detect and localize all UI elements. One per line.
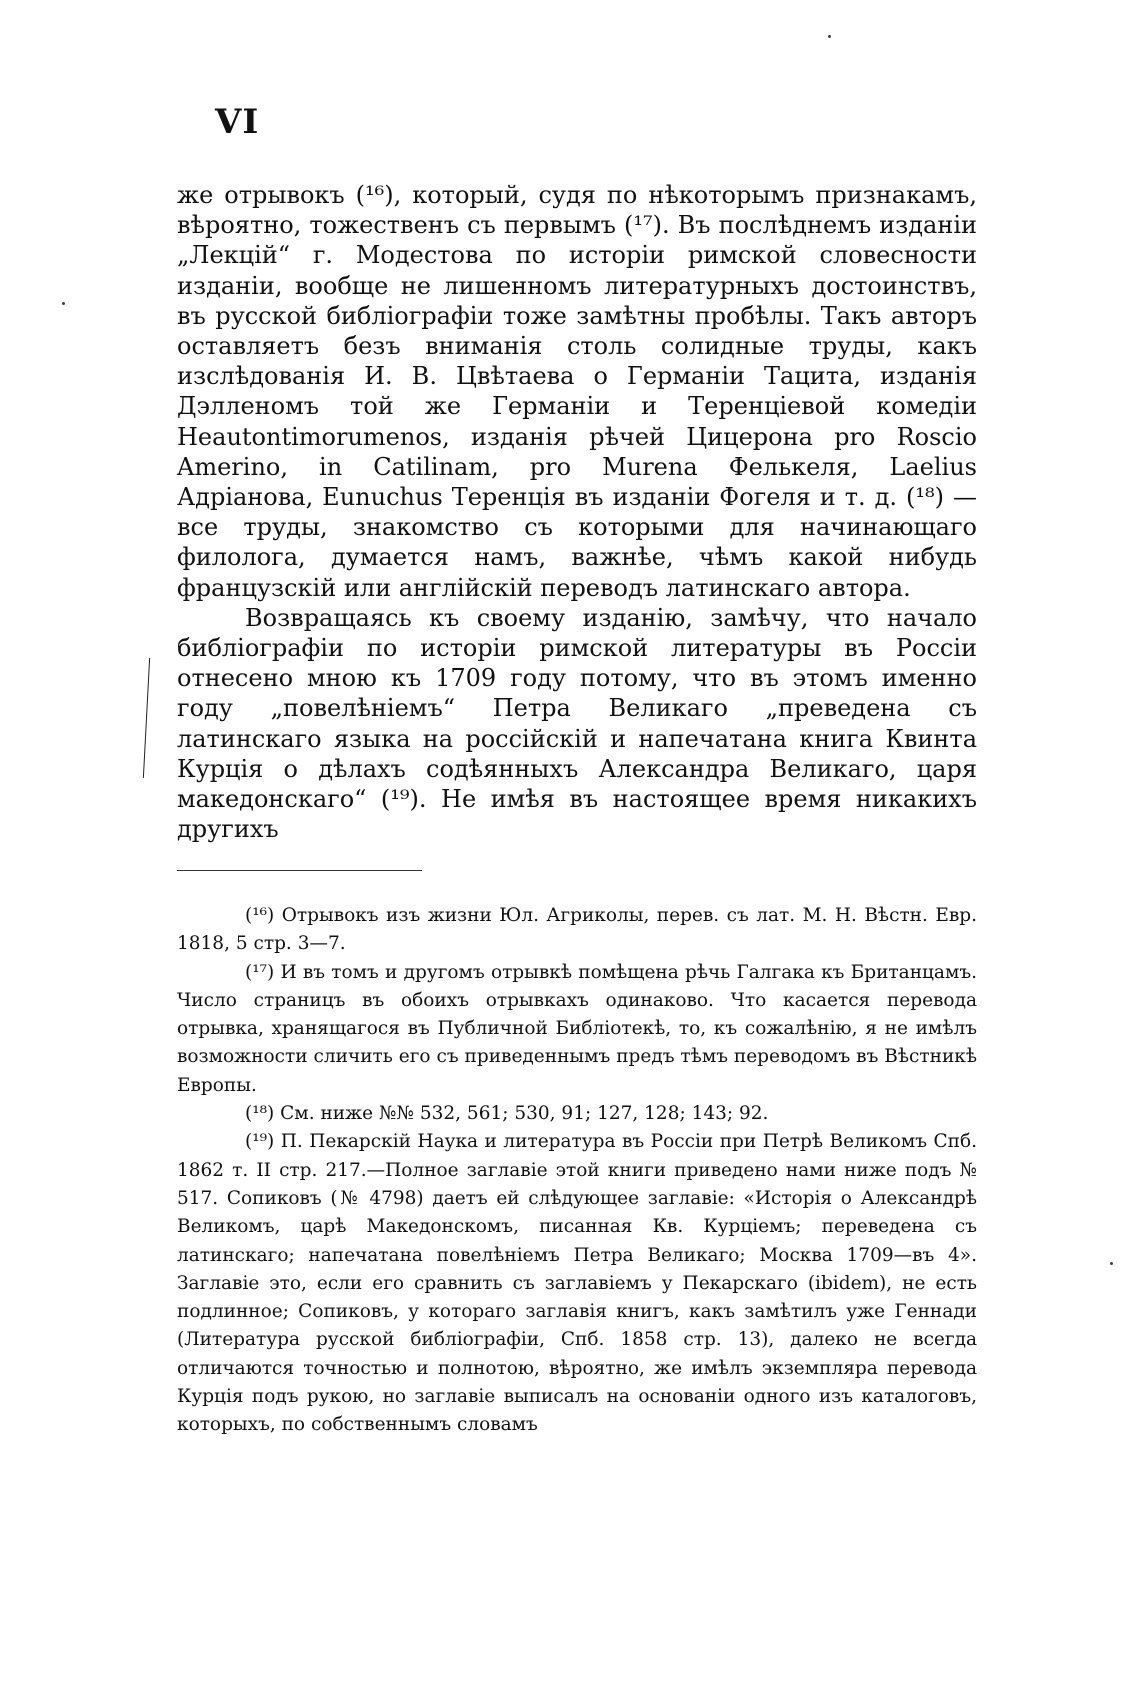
margin-pencil-mark (143, 658, 150, 778)
footnote-separator (177, 870, 422, 871)
footnote-16: (¹⁶) Отрывокъ изъ жизни Юл. Агриколы, перев. съ лат. М. Н. Вѣстн. Евр. 1818, 5 стр. 3—7. (177, 905, 977, 955)
paper-speck (1110, 1262, 1113, 1265)
main-paragraph: Возвращаясь къ своему изданію, замѣчу, что начало библіографіи по исторіи римской литературы въ Россіи отнесено мною къ 1709 году потому, что въ этомъ именно году „повелѣніемъ“ Петра Великаго „преведена съ латинскаго языка на россійскій и напечатана книга Квинта Курція о дѣлахъ содѣянныхъ Александра Великаго, царя македонскаго“ (¹⁹). Не имѣя въ настоящее время никакихъ другихъ (177, 603, 977, 844)
paper-speck (828, 35, 831, 38)
main-text (177, 180, 977, 844)
page-number: VI (215, 102, 260, 142)
footnote-19: (¹⁹) П. Пекарскій Наука и литература въ Россіи при Петрѣ Великомъ Спб. 1862 т. II стр. 217.—Полное заглавіе этой книги приведено нами ниже подъ № 517. Сопиковъ (№ 4798) даетъ ей слѣдующее заглавіе: «Исторія о Александрѣ Великомъ, царѣ Македонскомъ, писанная Кв. Курціемъ; переведена съ латинскаго; напечатана повелѣніемъ Петра Великаго; Москва 1709—въ 4». Заглавіе это, если его сравнить съ заглавіемъ у Пекарскаго (ibidem), не есть подлинное; Сопиковъ, у котораго заглавія книгъ, какъ замѣтилъ уже Геннади (Литература русской библіографіи, Спб. 1858 стр. 13), далеко не всегда отличаются точностью и полнотою, вѣроятно, же имѣлъ экземпляра перевода Курція подъ рукою, но заглавіе выписалъ на основаніи одного изъ каталоговъ, которыхъ, по собственнымъ словамъ (177, 1131, 977, 1436)
main-paragraph: же отрывокъ (¹⁶), который, судя по нѣкоторымъ признакамъ, вѣроятно, тожественъ съ первымъ (¹⁷). Въ послѣднемъ изданіи „Лекцій“ г. Модестова по исторіи римской словесности изданіи, вообще не лишенномъ литературныхъ достоинствъ, въ русской библіографіи тоже замѣтны пробѣлы. Такъ авторъ оставляетъ безъ вниманія столь солидные труды, какъ изслѣдованія И. В. Цвѣтаева о Германіи Тацита, изданія Дэлленомъ той же Германіи и Теренціевой комедіи Heautontimorumenos, изданія рѣчей Цицерона pro Roscio Amerino, in Catilinam, pro Murena Фелькеля, Laelius Адріанова, Eunuchus Теренція въ изданіи Фогеля и т. д. (¹⁸) — все труды, знакомство съ которыми для начинающаго филолога, думается намъ, важнѣе, чѣмъ какой нибудь французскій или англійскій переводъ латинскаго автора. (177, 181, 977, 602)
footnotes (177, 902, 977, 1440)
paper-speck (62, 302, 65, 305)
footnote-17: (¹⁷) И въ томъ и другомъ отрывкѣ помѣщена рѣчь Галгака къ Британцамъ. Число страницъ въ обоихъ отрывкахъ одинаково. Что касается перевода отрывка, хранящагося въ Публичной Библіотекѣ, то, къ сожалѣнію, я не имѣлъ возможности сличить его съ приведеннымъ предъ тѣмъ переводомъ въ Вѣстникѣ Европы. (177, 961, 977, 1096)
footnote-18: (¹⁸) См. ниже №№ 532, 561; 530, 91; 127, 128; 143; 92. (245, 1103, 769, 1125)
